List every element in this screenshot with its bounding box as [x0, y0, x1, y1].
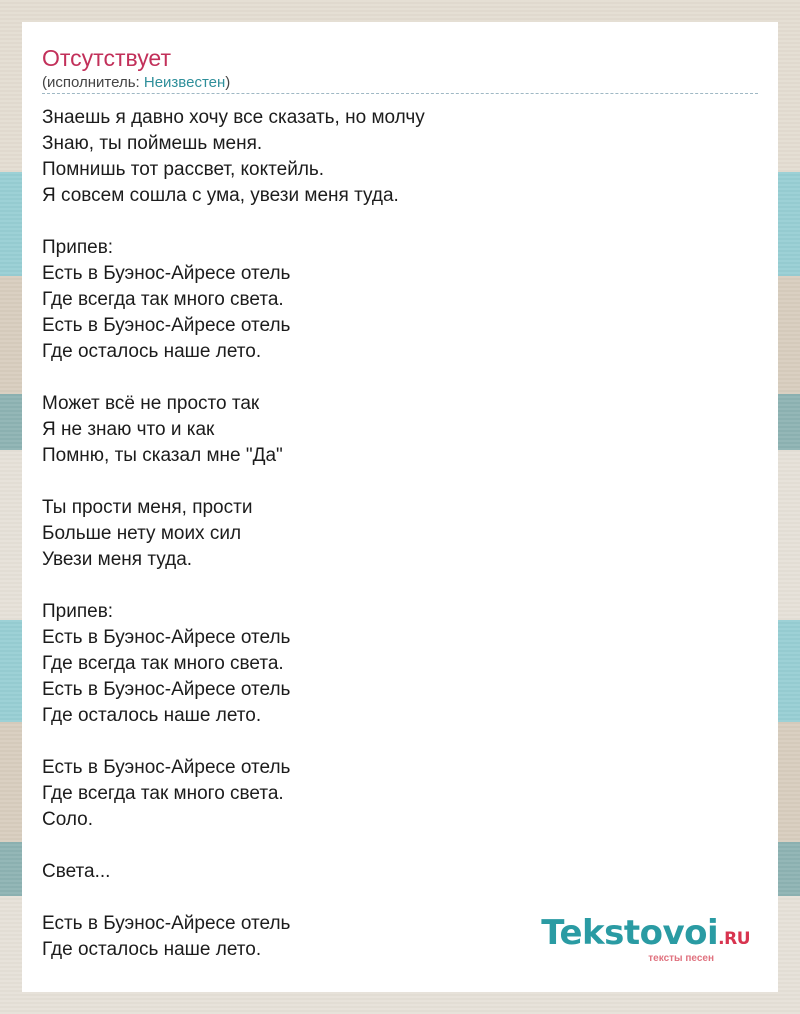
- site-logo[interactable]: [541, 913, 750, 964]
- logo-name: Tekstovoi: [541, 913, 719, 953]
- title-divider: [42, 93, 758, 94]
- lyrics-card: [22, 22, 778, 992]
- logo-tagline: тексты песен: [648, 953, 714, 964]
- artist-prefix: (исполнитель:: [42, 74, 144, 91]
- song-title: Отсутствует: [42, 45, 171, 71]
- logo-tld: .RU: [718, 929, 750, 949]
- artist-link[interactable]: Неизвестен: [143, 74, 226, 91]
- artist-line: [42, 73, 230, 93]
- song-lyrics: Знаешь я давно хочу все сказать, но молчу Знаю, ты поймешь меня. Помнишь тот рассвет, коктейль. Я совсем сошла с ума, увези меня туда. Припев: Есть в Буэнос-Айресе отель Где всегда так много света. Есть в Буэнос-Айресе отель Где осталось наше лето. Может всё не просто так Я не знаю что и как Помню, ты сказал мне "Да" Ты прости меня, прости Больше нету моих сил Увези меня туда. Припев: Есть в Буэнос-Айресе отель Где всегда так много света. Есть в Буэнос-Айресе отель Где осталось наше лето. Есть в Буэнос-Айресе отель Где всегда так много света. Соло. Света... Есть в Буэнос-Айресе отель Где осталось наше лето.: [42, 107, 425, 960]
- logo-wordmark: [541, 913, 750, 956]
- artist-suffix: ): [225, 74, 231, 91]
